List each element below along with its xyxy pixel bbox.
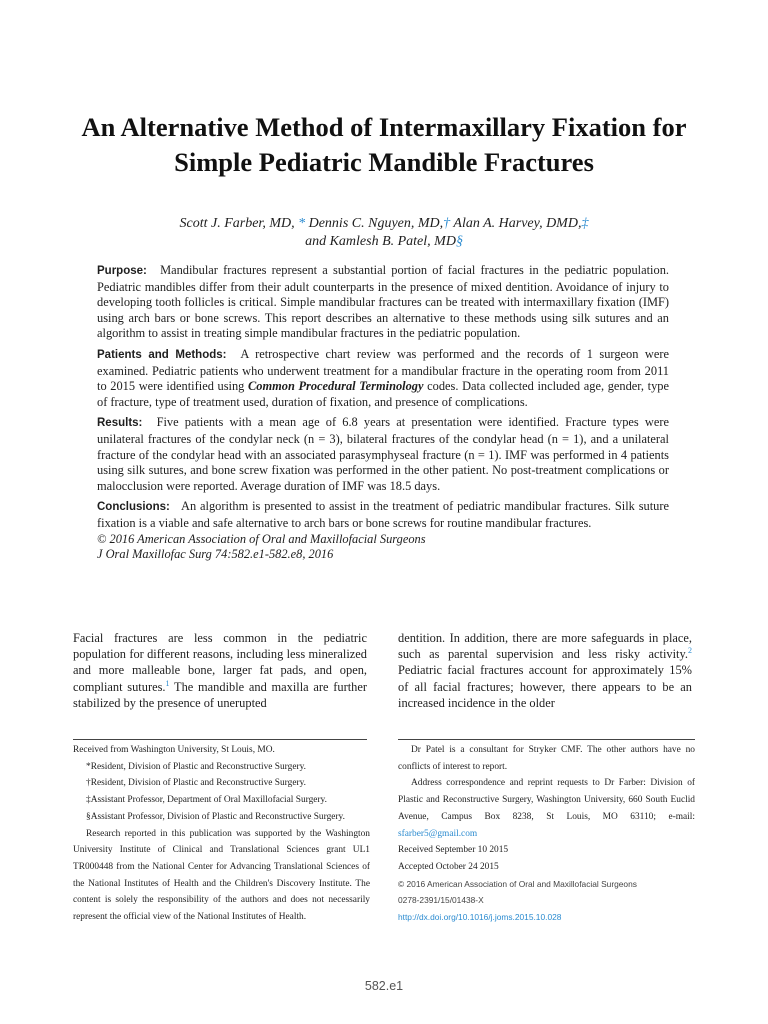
author-list [100,215,668,251]
abstract [97,263,669,563]
doi-link[interactable]: http://dx.doi.org/10.1016/j.joms.2015.10.028 [398,912,562,923]
abstract-methods [97,347,669,410]
footnote-issn: 0278-2391/15/01438-X [398,895,484,906]
body-text: dentition. In addition, there are more safeguards in place, such as parental supervision and less risky activity. [398,631,692,662]
abstract-results-text: Five patients with a mean age of 6.8 years at presentation were identified. Fracture types were unilateral fractures of the condylar neck (n = 3), bilateral fractures of the condylar head (n = 1), and a unilateral fracture of the condylar head with an associated parasymphyseal fracture (n = 1). IMF was performed in 4 patients using silk sutures, and bone screw fixation was performed in the other patient. No post-treatment complications or malocclusion were reported. Average duration of IMF was 18.5 days. [97,415,669,493]
footnotes-right [398,742,695,926]
abstract-methods-term: Common Procedural Terminology [248,379,424,394]
footnote-affiliation: §Assistant Professor, Division of Plastic and Reconstructive Surgery. [86,811,345,822]
body-text: Pediatric facial fractures account for approximately 15% of all facial fractures; however, there appears to be an increased incidence in the older [398,663,692,710]
footnote-conflict: Dr Patel is a consultant for Stryker CMF. The other authors have no conflicts of interest to report. [398,745,695,772]
footnotes-left [73,742,370,926]
abstract-conclusions-text: An algorithm is presented to assist in the treatment of pediatric mandibular fractures. Silk suture fixation is a viable and safe alternative to arch bars or bone screws for routine mandibular fractures. [97,499,669,530]
author-nguyen: Dennis C. Nguyen, MD, [308,216,444,231]
email-link[interactable]: sfarber5@gmail.com [398,828,478,839]
author-farber: Scott J. Farber, MD, [179,216,295,231]
affiliation-mark[interactable]: § [455,234,463,249]
abstract-conclusions-heading: Conclusions: [97,501,170,514]
abstract-results-heading: Results: [97,417,143,430]
abstract-purpose [97,263,669,342]
abstract-methods-heading: Patients and Methods: [97,348,227,361]
footnote-funding: Research reported in this publication was supported by the Washington University Institute of Clinical and Translational Sciences grant UL1 TR000448 from the National Center for Advancing Translational Sciences of the National Institutes of Health and the Children's Discovery Institute. The content is solely the responsibility of the authors and does not necessarily represent the official view of the National Institutes of Health. [73,828,370,923]
article-title: An Alternative Method of Intermaxillary Fixation for Simple Pediatric Mandible Fractures [81,112,687,177]
abstract-conclusions [97,499,669,531]
body-column-left [73,630,367,711]
footnote-address: Address correspondence and reprint requests to Dr Farber: Division of Plastic and Reconstructive Surgery, Washington University, 660 South Euclid Avenue, Campus Box 8238, St Louis, MO 63110; e-mail: [398,778,695,822]
affiliation-mark[interactable]: * [298,216,306,231]
abstract-results [97,415,669,494]
footnote-received-date: Received September 10 2015 [398,845,509,856]
footnote-divider-right [398,739,695,740]
reference-link[interactable]: 1 [165,678,170,688]
body-text: The mandible and maxilla are further stabilized by the presence of unerupted [73,679,368,710]
body-text: Facial fractures are less common in the pediatric population for different reasons, including less mineralized and more malleable bone, larger fat pads, and open, compliant sutures. [73,631,367,694]
footnote-copyright: © 2016 American Association of Oral and Maxillofacial Surgeons [398,878,637,889]
footnote-affiliation: ‡Assistant Professor, Department of Oral Maxillofacial Surgery. [86,795,327,806]
affiliation-mark[interactable]: ‡ [581,216,589,231]
abstract-methods-text: A retrospective chart review was performed and the records of 1 surgeon were examined. Pediatric patients who underwent treatment for a mandibular fracture in the operating room from 2011 to 2015 were identified using [97,346,669,394]
author-patel: and Kamlesh B. Patel, MD [305,234,456,249]
footnote-correspondence [398,775,695,842]
abstract-purpose-heading: Purpose: [97,265,147,277]
footnote-received-from: Received from Washington University, St Louis, MO. [73,745,275,755]
affiliation-mark[interactable]: † [443,216,451,231]
author-harvey: Alan A. Harvey, DMD, [453,216,582,231]
reference-link[interactable]: 2 [688,646,692,656]
footnote-affiliation: †Resident, Division of Plastic and Reconstructive Surgery. [86,778,307,789]
abstract-copyright: © 2016 American Association of Oral and Maxillofacial Surgeons [97,531,426,546]
body-column-right [398,630,692,711]
abstract-purpose-text: Mandibular fractures represent a substantial portion of facial fractures in the pediatric population. Pediatric mandibles differ from their adult counterparts in the presence of mixed dentition. Avoidance of injury to developing tooth follicles is critical. Simple mandibular fractures can be treated with intermaxillary fixation (IMF) using arch bars or bone screws. This report describes an alternative to these methods using silk sutures and an algorithm to assist in treating simple mandibular fractures in the pediatric population. [97,263,669,341]
abstract-citation: J Oral Maxillofac Surg 74:582.e1-582.e8, 2016 [97,547,334,562]
abstract-methods-text-cont: codes. Data collected included age, gender, type of fracture, type of treatment used, duration of fixation, and presence of complications. [97,379,669,409]
page-number: 582.e1 [364,979,404,993]
footnote-affiliation: *Resident, Division of Plastic and Reconstructive Surgery. [86,761,307,772]
footnote-divider-left [73,739,367,740]
footnote-accepted-date: Accepted October 24 2015 [398,861,499,872]
